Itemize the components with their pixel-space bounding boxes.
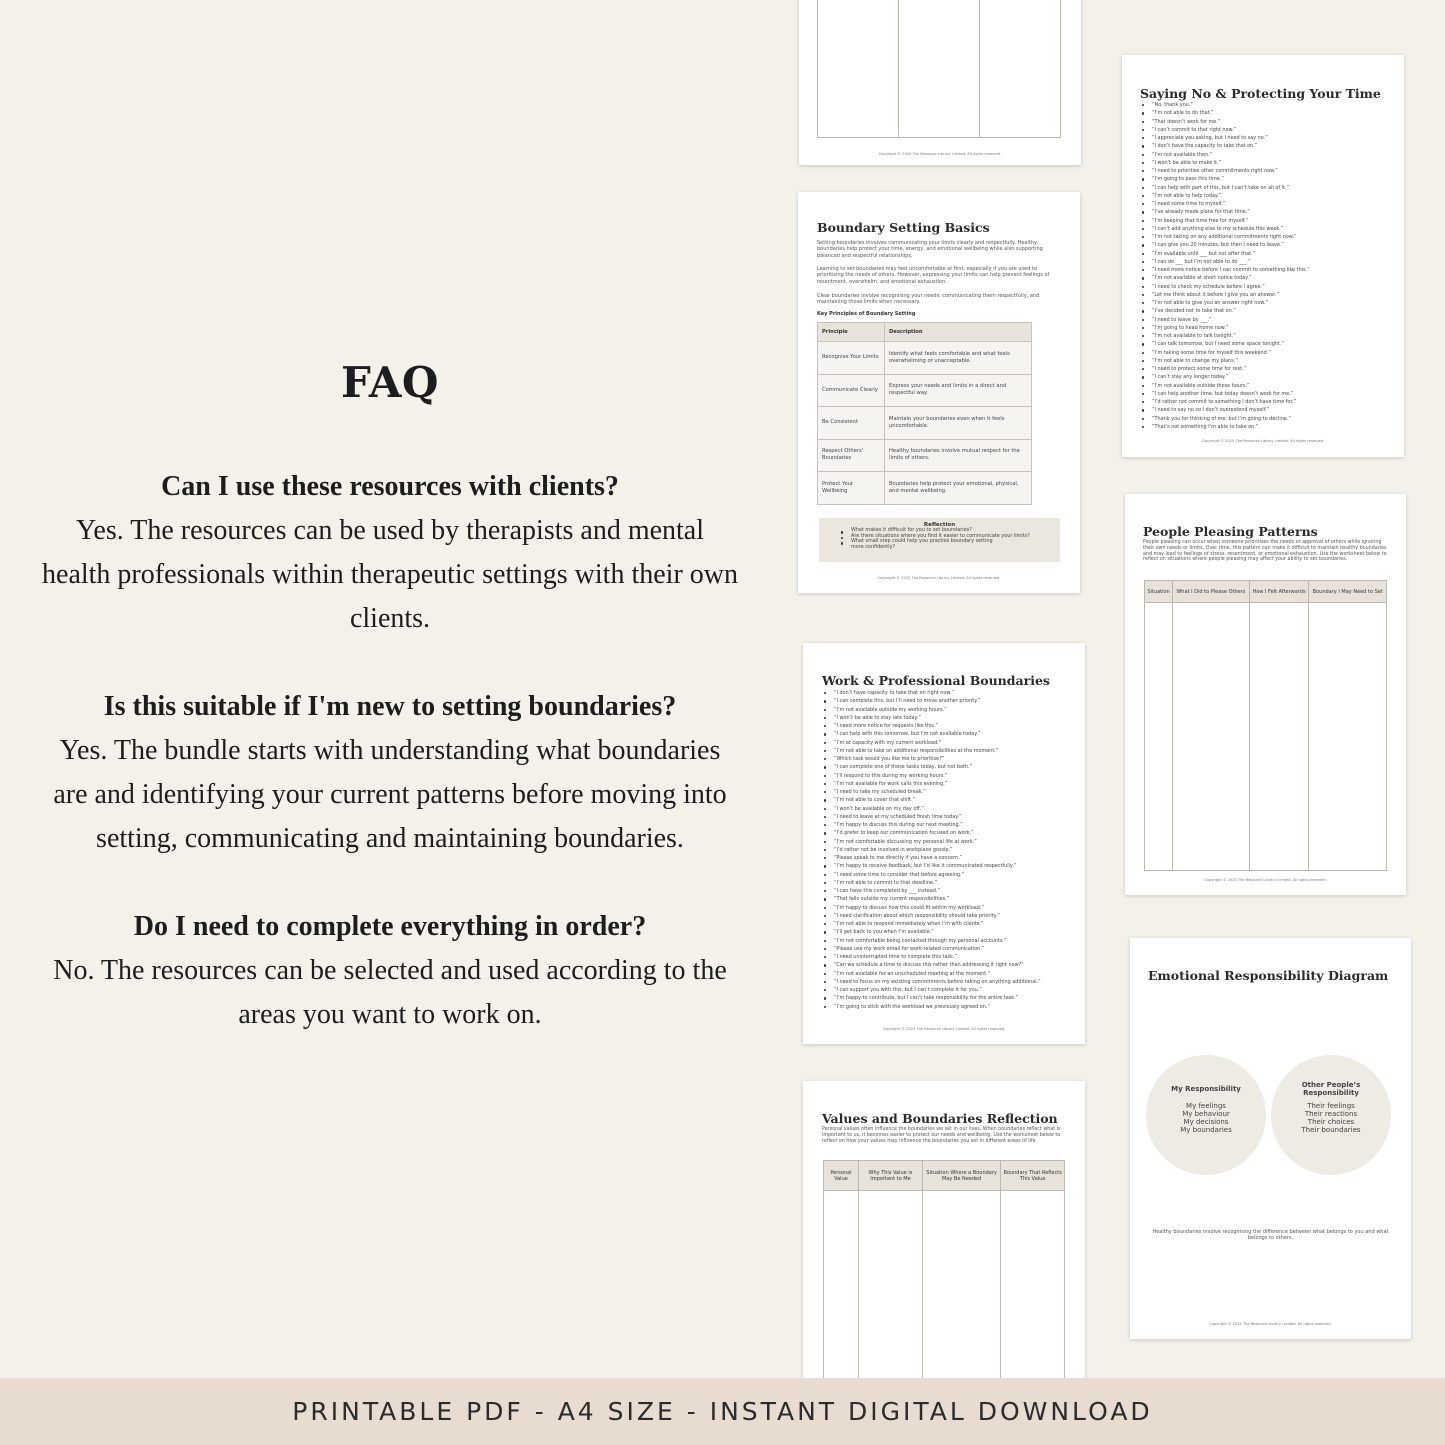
list-item: “I’m taking some time for myself this weekend.” [1142,349,1310,357]
my-responsibility-circle [1146,1055,1266,1175]
list-item: “I need to leave by ___.” [1142,316,1310,324]
list-item: “Can we schedule a time to discuss this rather than addressing it right now?” [824,961,1041,969]
responsibility-item: Their reactions [1304,1110,1358,1118]
list-item: “I’m not available for an unscheduled meeting at the moment.” [824,970,1041,978]
values-table [823,1160,1065,1391]
list-item: “I’m not taking on any additional commitments right now.” [1142,233,1310,241]
list-item: “I’m not able to help today.” [1142,192,1310,200]
column-header: Boundary I May Need to Set [1309,581,1387,603]
principle-cell: Protect Your Wellbeing [818,472,885,505]
responsibility-item: Their boundaries [1301,1126,1361,1134]
work-boundaries-page [803,643,1085,1044]
description-cell: Express your needs and limits in a direct and respectful way. [885,374,1032,407]
responsibility-item: My behaviour [1182,1110,1230,1118]
boundary-basics-page [798,192,1080,593]
principle-header: Principle [818,323,885,342]
people-pleasing-title: People Pleasing Patterns [1143,524,1318,539]
list-item: “I can do ___ but I’m not able to do ___.” [1142,258,1310,266]
list-item: “Please use my work email for work-related communication.” [824,945,1041,953]
list-item: “I need some time to consider that before agreeing.” [824,871,1041,879]
list-item: “I’m available until ___ but not after that.” [1142,250,1310,258]
list-item: “I need more notice for requests like this.” [824,722,1041,730]
faq-answer-2: Yes. The bundle starts with understanding what boundaries are and identifying your current patterns before moving into setting, communicating and maintaining boundaries. [53,735,727,854]
faq-question-3: Do I need to complete everything in order? [133,911,647,942]
people-pleasing-page [1125,494,1406,895]
list-item: “I’d rather not be involved in workplace gossip.” [824,846,1041,854]
saying-no-page [1122,55,1404,457]
column-header: Personal Value [824,1161,859,1191]
basics-paragraph-3: Clear boundaries involve recognising your needs, communicating them respectfully, and maintaining those limits when necessary. [817,293,1040,306]
list-item: “I’m not able to cover that shift.” [824,796,1041,804]
column-header: Situation Where a Boundary May Be Needed [923,1161,1001,1191]
other-responsibility-circle [1271,1055,1391,1175]
principle-cell: Recognise Your Limits [818,342,885,375]
reflection-list [841,528,1060,550]
description-cell: Boundaries help protect your emotional, physical, and mental wellbeing. [885,472,1032,505]
principle-cell: Communicate Clearly [818,374,885,407]
faq-title: FAQ [340,358,440,407]
basics-key-heading: Key Principles of Boundary Setting [817,311,916,317]
list-item: “I can’t stay any longer today.” [1142,373,1310,381]
principle-cell: Respect Others’ Boundaries [818,439,885,472]
list-item: “Please speak to me directly if you have a concern.” [824,854,1041,862]
reflection-item: Are there situations where you find it easier to communicate your limits? [841,534,1060,540]
list-item: “No, thank you.” [1142,101,1310,109]
basics-paragraph-1: Setting boundaries involves communicating your limits clearly and respectfully. Healthy boundaries help protect your time, energy, and emotional wellbeing while also supporting balanced and respectful relationships. [817,240,1043,259]
worksheet-page-top [799,0,1081,165]
list-item: “Thank you for thinking of me, but I’m going to decline.” [1142,415,1310,423]
copyright-text: Copyright © 2025 The Resource Library Limited. All rights reserved. [1204,878,1327,882]
footer-text: PRINTABLE PDF - A4 SIZE - INSTANT DIGITAL DOWNLOAD [292,1397,1153,1426]
description-cell: Healthy boundaries involve mutual respect for the limits of others. [885,439,1032,472]
saying-no-title: Saying No & Protecting Your Time [1140,86,1381,101]
list-item: “I can support you with this, but I can’t complete it for you.” [824,986,1041,994]
column-header: What I Did to Please Others [1173,581,1249,603]
list-item: “I don’t have capacity to take that on right now.” [824,689,1041,697]
emotional-title: Emotional Responsibility Diagram [1148,968,1389,983]
basics-title: Boundary Setting Basics [817,220,990,235]
list-item: “I’ve already made plans for that time.” [1142,208,1310,216]
list-item: “I’m not available at short notice today.” [1142,274,1310,282]
list-item: “I can help with this tomorrow, but I’m not available today.” [824,730,1041,738]
column-header: How I Felt Afterwards [1249,581,1309,603]
list-item: “I can complete this, but I’ll need to move another priority.” [824,697,1041,705]
list-item: “I’m happy to contribute, but I can’t take responsibility for the entire task.” [824,994,1041,1002]
column-header: Boundary That Reflects This Value [1001,1161,1065,1191]
description-cell: Identify what feels comfortable and what feels overwhelming or unacceptable. [885,342,1032,375]
responsibility-item: My boundaries [1180,1126,1232,1134]
list-item: “I’m not able to give you an answer right now.” [1142,299,1310,307]
list-item: “I need to say no so I don’t overextend myself.” [1142,406,1310,414]
list-item: “I’m going to pass this time.” [1142,175,1310,183]
faq-answer-1: Yes. The resources can be used by therapists and mental health professionals within therapeutic settings with their own clients. [42,515,738,634]
values-boundaries-page [803,1081,1085,1391]
top-table [817,0,1061,138]
description-header: Description [885,323,1032,342]
list-item: “I need more notice before I can commit to something like this.” [1142,266,1310,274]
copyright-text: Copyright © 2025 The Resource Library Limited. All rights reserved. [878,152,1002,156]
principle-cell: Be Consistent [818,407,885,440]
list-item: “I’m not comfortable discussing my personal life at work.” [824,838,1041,846]
work-list [824,689,1041,1011]
footer-banner [0,1378,1445,1445]
list-item: “I’m not comfortable being contacted through my personal accounts.” [824,937,1041,945]
faq-question-1: Can I use these resources with clients? [161,471,619,502]
principles-table [817,322,1032,505]
list-item: “I can’t commit to that right now.” [1142,126,1310,134]
list-item: “I’ll get back to you when I’m available.” [824,928,1041,936]
column-header: Situation [1145,581,1173,603]
list-item: “I need uninterrupted time to complete this task.” [824,953,1041,961]
list-item: “I can have this completed by ___ instead.” [824,887,1041,895]
list-item: “I’m going to head home now.” [1142,324,1310,332]
list-item: “I’m not available outside my working hours.” [824,706,1041,714]
saying-no-list [1142,101,1310,431]
list-item: “I need to focus on my existing commitments before taking on anything additional.” [824,978,1041,986]
reflection-title: Reflection [923,522,956,528]
emotional-responsibility-page [1130,938,1411,1339]
list-item: “I won’t be available on my day off.” [824,805,1041,813]
copyright-text: Copyright © 2025 The Resource Library Limited. All rights reserved. [1209,1322,1332,1326]
responsibility-item: Their choices [1307,1118,1355,1126]
list-item: “I’m not able to respond immediately when I’m with clients.” [824,920,1041,928]
faq-answer-3: No. The resources can be selected and used according to the areas you want to work on. [53,955,727,1030]
list-item: “I won’t be able to make it.” [1142,159,1310,167]
list-item: “I’m not able to change my plans.” [1142,357,1310,365]
list-item: “I can’t add anything else to my schedule this week.” [1142,225,1310,233]
list-item: “That doesn’t work for me.” [1142,118,1310,126]
list-item: “I need to take my scheduled break.” [824,788,1041,796]
list-item: “I can give you 20 minutes, but then I need to leave.” [1142,241,1310,249]
responsibility-item: My feelings [1186,1102,1226,1110]
basics-paragraph-2: Learning to set boundaries may feel uncomfortable at first, especially if you are used to prioritising the needs of others. However, expressing your limits can help prevent feelings of resentment, overwhelm, and emotional exhaustion. [817,266,1050,285]
list-item: “I’m not able to do that.” [1142,109,1310,117]
list-item: “I need to protect some time for rest.” [1142,365,1310,373]
other-responsibility-title: Other People’s Responsibility [1301,1081,1361,1097]
emotional-caption: Healthy boundaries involve recognising the difference between what belongs to you and what belongs to others. [1152,1229,1389,1242]
faq-section [40,340,740,1081]
list-item: “I’m happy to discuss how this could fit within my workload.” [824,904,1041,912]
copyright-text: Copyright © 2025 The Resource Library Limited. All rights reserved. [1201,439,1325,443]
list-item: “That falls outside my current responsibilities.” [824,895,1041,903]
list-item: “I’m keeping that time free for myself.” [1142,217,1310,225]
reflection-item: What small step could help you practise boundary setting more confidently? [841,539,1001,550]
list-item: “I’m happy to discuss this during our next meeting.” [824,821,1041,829]
description-cell: Maintain your boundaries even when it feels uncomfortable. [885,407,1032,440]
list-item: “Let me think about it before I give you an answer.” [1142,291,1310,299]
values-intro: Personal values often influence the boundaries we set in our lives. When boundaries reflect what is important to us, it becomes easier to protect our needs and wellbeing. Use the worksheet below to reflect on how your values may influence the boundaries you set in different areas of life. [822,1127,1061,1144]
reflection-item: What makes it difficult for you to set boundaries? [841,528,1060,534]
list-item: “I’m happy to receive feedback, but I’d like it communicated respectfully.” [824,862,1041,870]
people-pleasing-intro: People pleasing can occur when someone prioritises the needs or approval of others while ignoring their own needs or limits. Over time, this pattern can make it difficult to maintain healthy boundaries and may lead to feelings of stress, resentment, or emotional exhaustion. Use the worksheet below to reflect on situations where people pleasing may affect your ability to set boundaries. [1143,540,1387,563]
work-title: Work & Professional Boundaries [822,673,1050,688]
list-item: “I’m at capacity with my current workload.” [824,739,1041,747]
list-item: “I don’t have the capacity to take that on.” [1142,142,1310,150]
list-item: “I’d rather not commit to something I don’t have time for.” [1142,398,1310,406]
column-header: Why This Value is Important to Me [858,1161,922,1191]
responsibility-item: Their feelings [1307,1102,1355,1110]
copyright-text: Copyright © 2025 The Resource Library Limited. All rights reserved. [882,1027,1006,1031]
list-item: “I can complete one of these tasks today, but not both.” [824,763,1041,771]
list-item: “I need some time to myself.” [1142,200,1310,208]
list-item: “I’m not available for work calls this evening.” [824,780,1041,788]
list-item: “I’ve decided not to take that on.” [1142,307,1310,315]
list-item: “I need to prioritise other commitments right now.” [1142,167,1310,175]
list-item: “That’s not something I’m able to take on.” [1142,423,1310,431]
list-item: “Which task would you like me to prioritise?” [824,755,1041,763]
list-item: “I can help with part of this, but I can’t take on all of it.” [1142,184,1310,192]
list-item: “I need to check my schedule before I agree.” [1142,283,1310,291]
list-item: “I’m going to stick with the workload we previously agreed on.” [824,1003,1041,1011]
people-pleasing-table [1144,580,1387,871]
list-item: “I’m not able to take on additional responsibilities at the moment.” [824,747,1041,755]
copyright-text: Copyright © 2025 The Resource Library Limited. All rights reserved. [877,576,1001,580]
list-item: “I’m not able to commit to that deadline.” [824,879,1041,887]
list-item: “I can talk tomorrow, but I need some space tonight.” [1142,340,1310,348]
list-item: “I’m not available then.” [1142,151,1310,159]
list-item: “I need to leave at my scheduled finish time today.” [824,813,1041,821]
values-title: Values and Boundaries Reflection [822,1111,1058,1126]
list-item: “I’m not available outside those hours.” [1142,382,1310,390]
list-item: “I won’t be able to stay late today.” [824,714,1041,722]
my-responsibility-title: My Responsibility [1171,1085,1241,1093]
list-item: “I’d prefer to keep our communication focused on work.” [824,829,1041,837]
reflection-box [819,518,1060,562]
faq-question-2: Is this suitable if I'm new to setting boundaries? [103,691,677,722]
list-item: “I’ll respond to this during my working hours.” [824,772,1041,780]
list-item: “I can help another time, but today doesn’t work for me.” [1142,390,1310,398]
list-item: “I’m not available to talk tonight.” [1142,332,1310,340]
list-item: “I need clarification about which responsibility should take priority.” [824,912,1041,920]
list-item: “I appreciate you asking, but I need to say no.” [1142,134,1310,142]
responsibility-item: My decisions [1183,1118,1229,1126]
